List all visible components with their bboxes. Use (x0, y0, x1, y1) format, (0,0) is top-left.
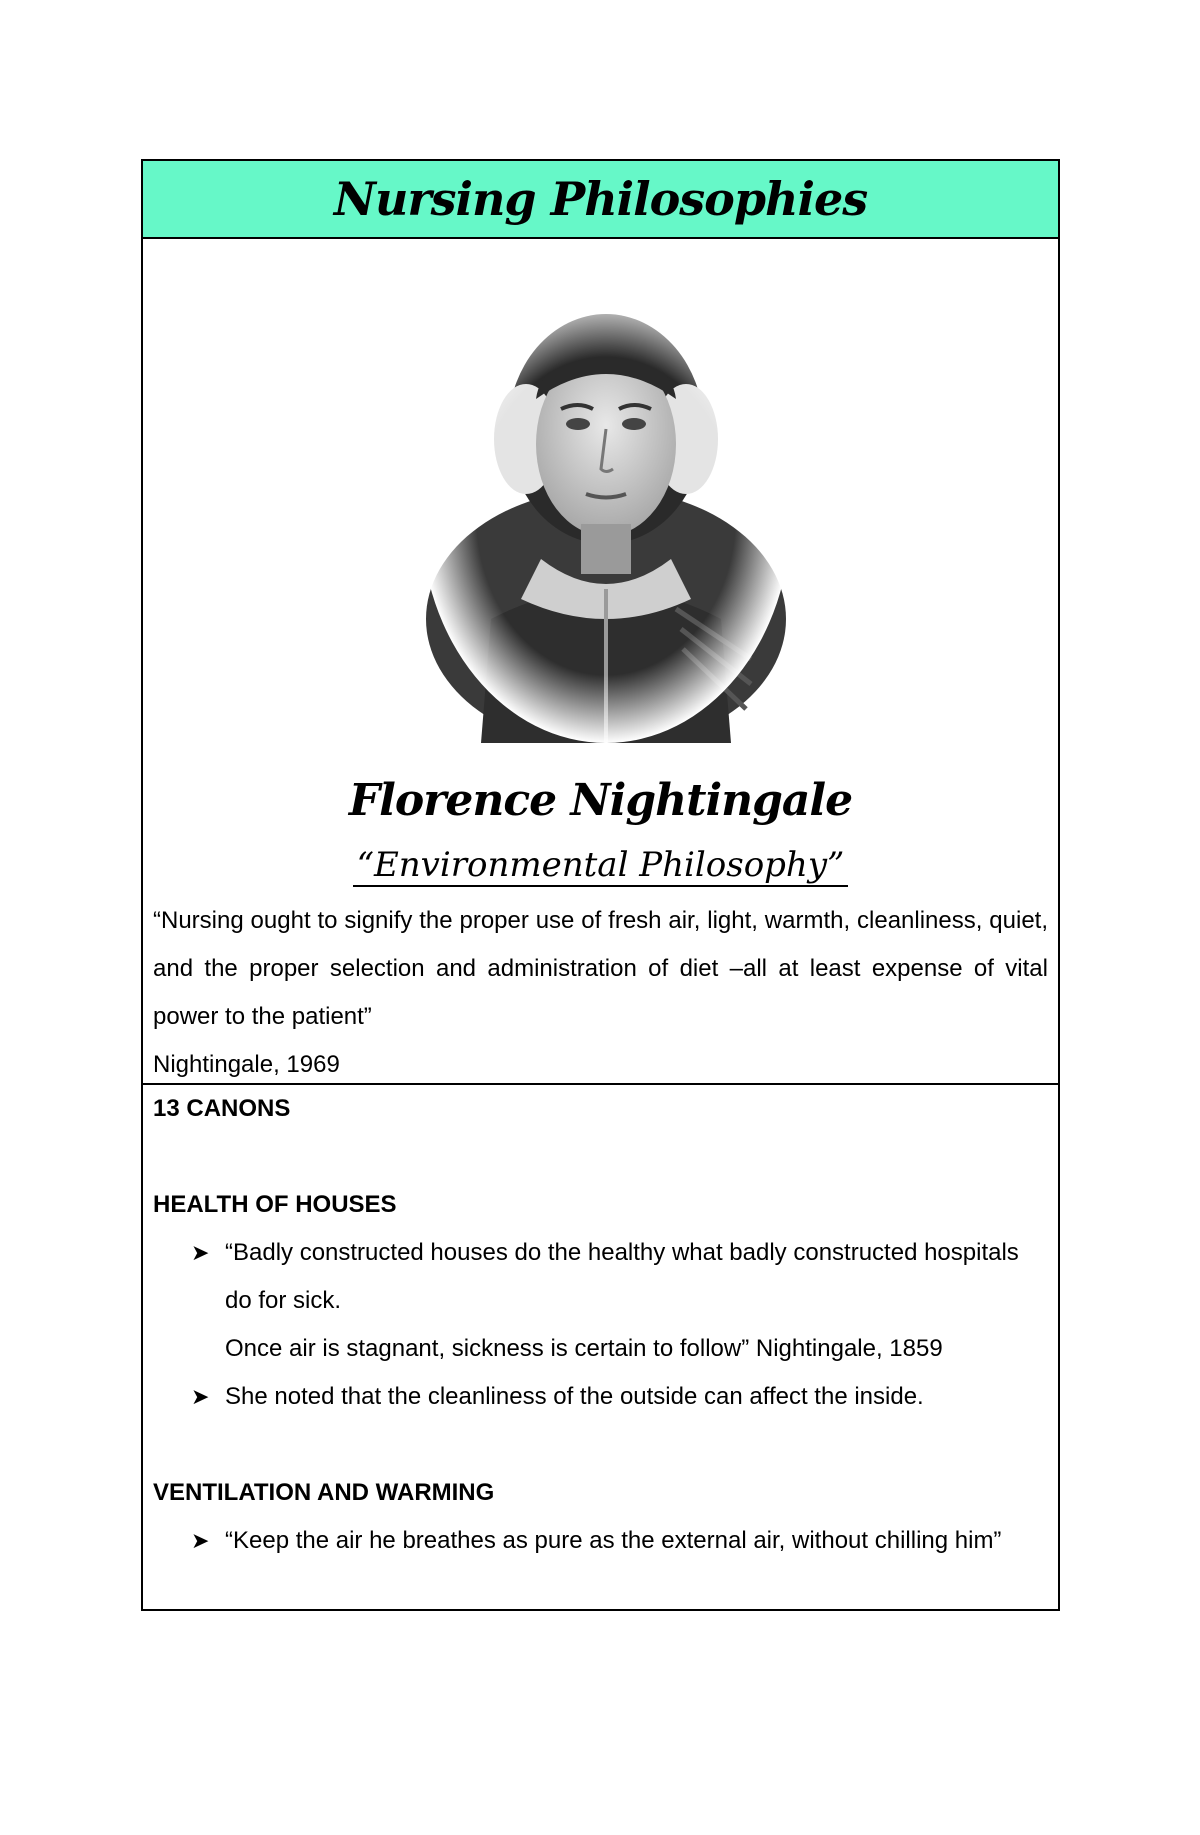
profile-section (143, 239, 1058, 1085)
list-item (191, 1517, 1048, 1565)
quote-citation: Nightingale, 1969 (153, 1051, 340, 1078)
list-item-text: She noted that the cleanliness of the outside can affect the inside. (225, 1383, 924, 1410)
canons-section (143, 1085, 1058, 1609)
list-item (191, 1373, 1048, 1421)
philosophy-title-text: “Environmental Philosophy” (353, 845, 849, 887)
section-heading-ventilation: VENTILATION AND WARMING (153, 1479, 495, 1506)
quote-text: “Nursing ought to signify the proper use of fresh air, light, warmth, cleanliness, quiet, and the proper selection and administration of diet –all at least expense of vital power to the patient” (153, 907, 1048, 1030)
health-of-houses-list (153, 1229, 1048, 1421)
canons-heading: 13 CANONS (153, 1095, 291, 1122)
spacer (153, 1421, 1048, 1469)
list-item-continuation: Once air is stagnant, sickness is certain to follow” Nightingale, 1859 (225, 1335, 943, 1362)
section-heading-health-of-houses: HEALTH OF HOUSES (153, 1191, 397, 1218)
title-bar (143, 161, 1058, 239)
portrait-photo (421, 289, 791, 743)
philosophy-title (143, 845, 1058, 885)
ventilation-list (153, 1517, 1048, 1565)
spacer (153, 1133, 1048, 1181)
quote-block (153, 897, 1048, 1089)
person-name: Florence Nightingale (348, 775, 853, 826)
list-item (191, 1229, 1048, 1373)
list-item-text: “Keep the air he breathes as pure as the external air, without chilling him” (225, 1527, 1002, 1554)
list-item-text: “Badly constructed houses do the healthy what badly constructed hospitals do for sick. (225, 1239, 1019, 1314)
arrow-right-icon: ➤ (191, 1528, 210, 1553)
arrow-right-icon: ➤ (191, 1240, 210, 1265)
arrow-right-icon: ➤ (191, 1384, 210, 1409)
philosophy-sheet (141, 159, 1060, 1611)
page-title: Nursing Philosophies (333, 172, 868, 226)
